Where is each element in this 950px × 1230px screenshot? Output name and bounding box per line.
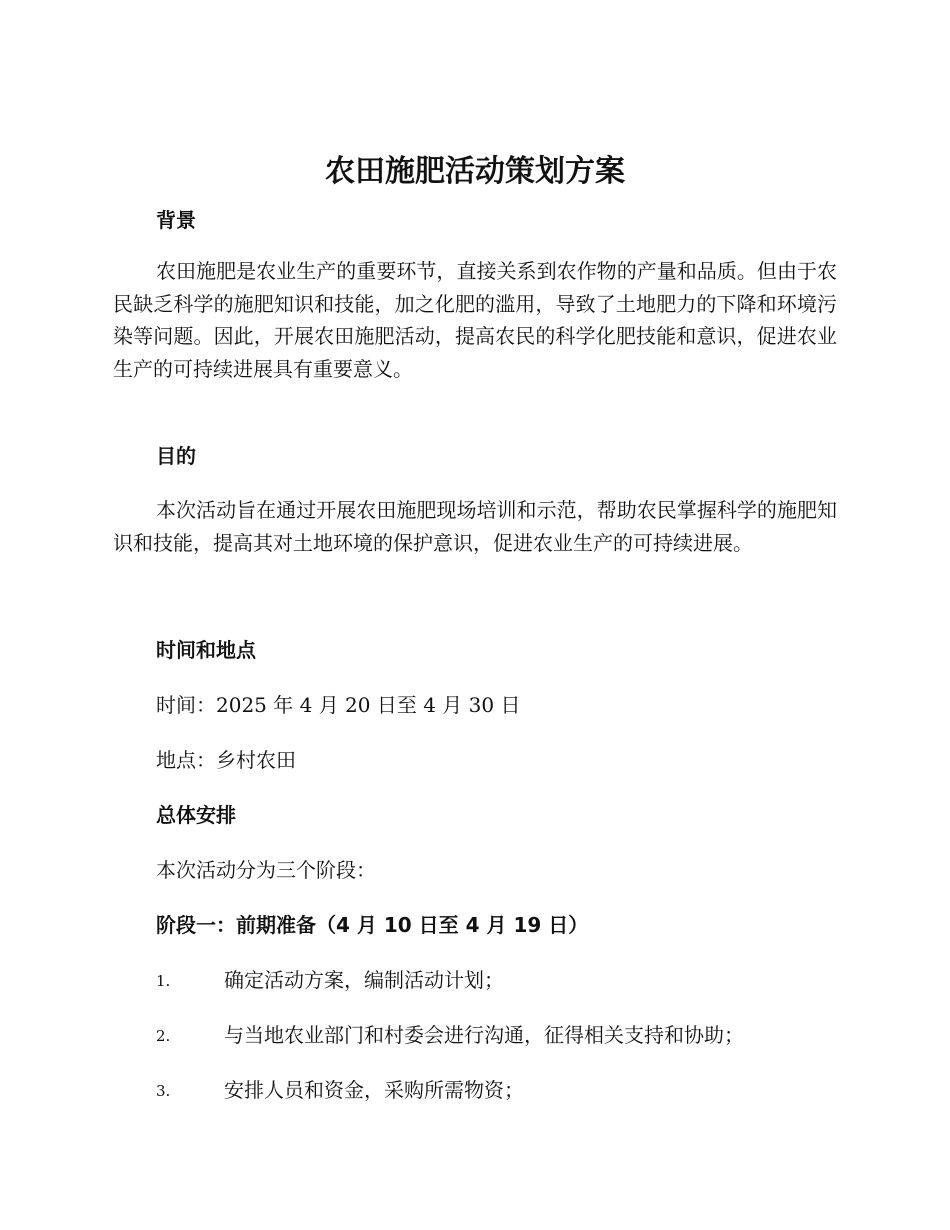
document-title: 农田施肥活动策划方案 (325, 154, 625, 189)
list-item-text: 与当地农业部门和村委会进行沟通，征得相关支持和协助； (224, 1023, 744, 1047)
section-heading-arrangement: 总体安排 (156, 803, 236, 827)
section-heading-time-place: 时间和地点 (156, 638, 256, 662)
list-item-text: 安排人员和资金，采购所需物资； (224, 1078, 524, 1102)
section-heading-background: 背景 (156, 208, 196, 232)
section-heading-purpose: 目的 (156, 444, 196, 468)
background-paragraph: 农田施肥是农业生产的重要环节，直接关系到农作物的产量和品质。但由于农民缺乏科学的施肥知识和技能，加之化肥的滥用，导致了土地肥力的下降和环境污染等问题。因此，开展农田施肥活动，提高农民的科学化肥技能和意识，促进农业生产的可持续进展具有重要意义。 (113, 259, 837, 381)
place-line: 地点：乡村农田 (156, 748, 296, 772)
phase1-heading: 阶段一：前期准备（4 月 10 日至 4 月 19 日） (156, 913, 589, 937)
list-item (156, 965, 856, 996)
purpose-paragraph: 本次活动旨在通过开展农田施肥现场培训和示范，帮助农民掌握科学的施肥知识和技能，提高其对土地环境的保护意识，促进农业生产的可持续进展。 (113, 498, 837, 555)
arrangement-intro: 本次活动分为三个阶段： (156, 858, 376, 882)
list-item (156, 1020, 856, 1051)
list-item-number: 3. (156, 1082, 171, 1100)
list-item-number: 1. (156, 972, 171, 990)
list-item-number: 2. (156, 1027, 171, 1045)
list-item (156, 1075, 856, 1106)
list-item-text: 确定活动方案，编制活动计划； (224, 968, 504, 992)
time-line: 时间：2025 年 4 月 20 日至 4 月 30 日 (156, 693, 521, 717)
